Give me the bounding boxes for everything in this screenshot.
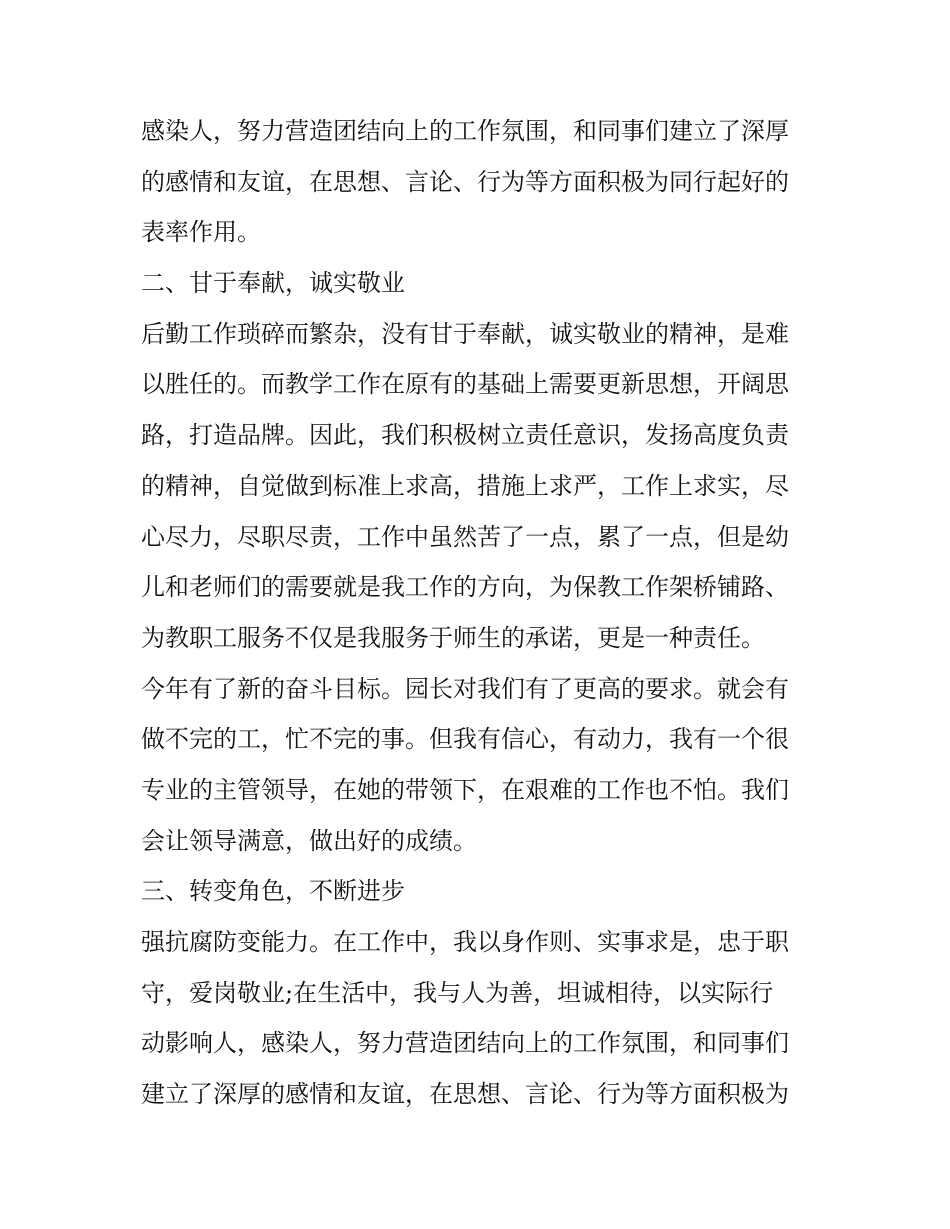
text-line: 路，打造品牌。因此，我们积极树立责任意识，发扬高度负责 bbox=[141, 421, 789, 450]
text-line: 今年有了新的奋斗目标。园长对我们有了更高的要求。就会有 bbox=[141, 674, 789, 703]
text-line: 心尽力，尽职尽责，工作中虽然苦了一点，累了一点，但是幼 bbox=[141, 522, 789, 551]
text-line: 后勤工作琐碎而繁杂，没有甘于奉献，诚实敬业的精神，是难 bbox=[141, 319, 789, 348]
text-line: 儿和老师们的需要就是我工作的方向，为保教工作架桥铺路、 bbox=[141, 573, 789, 602]
section-heading: 二、甘于奉献，诚实敬业 bbox=[141, 269, 405, 298]
text-line: 表率作用。 bbox=[141, 218, 261, 247]
text-line: 的感情和友谊，在思想、言论、行为等方面积极为同行起好的 bbox=[141, 167, 789, 196]
body-text bbox=[141, 106, 821, 1120]
text-line: 守，爱岗敬业;在生活中，我与人为善，坦诚相待，以实际行 bbox=[141, 978, 774, 1007]
text-line: 的精神，自觉做到标准上求高，措施上求严，工作上求实，尽 bbox=[141, 471, 789, 500]
text-line: 做不完的工，忙不完的事。但我有信心，有动力，我有一个很 bbox=[141, 725, 789, 754]
text-line: 会让领导满意，做出好的成绩。 bbox=[141, 826, 477, 855]
text-line: 动影响人，感染人，努力营造团结向上的工作氛围，和同事们 bbox=[141, 1029, 789, 1058]
text-line: 强抗腐防变能力。在工作中，我以身作则、实事求是，忠于职 bbox=[141, 928, 789, 956]
text-line: 感染人，努力营造团结向上的工作氛围，和同事们建立了深厚 bbox=[141, 117, 789, 145]
text-line: 为教职工服务不仅是我服务于师生的承诺，更是一种责任。 bbox=[141, 623, 765, 652]
text-line: 专业的主管领导，在她的带领下，在艰难的工作也不怕。我们 bbox=[141, 775, 789, 804]
text-line: 建立了深厚的感情和友谊，在思想、言论、行为等方面积极为 bbox=[141, 1080, 789, 1109]
text-line: 以胜任的。而教学工作在原有的基础上需要更新思想，开阔思 bbox=[141, 370, 789, 399]
section-heading: 三、转变角色，不断进步 bbox=[141, 877, 405, 906]
